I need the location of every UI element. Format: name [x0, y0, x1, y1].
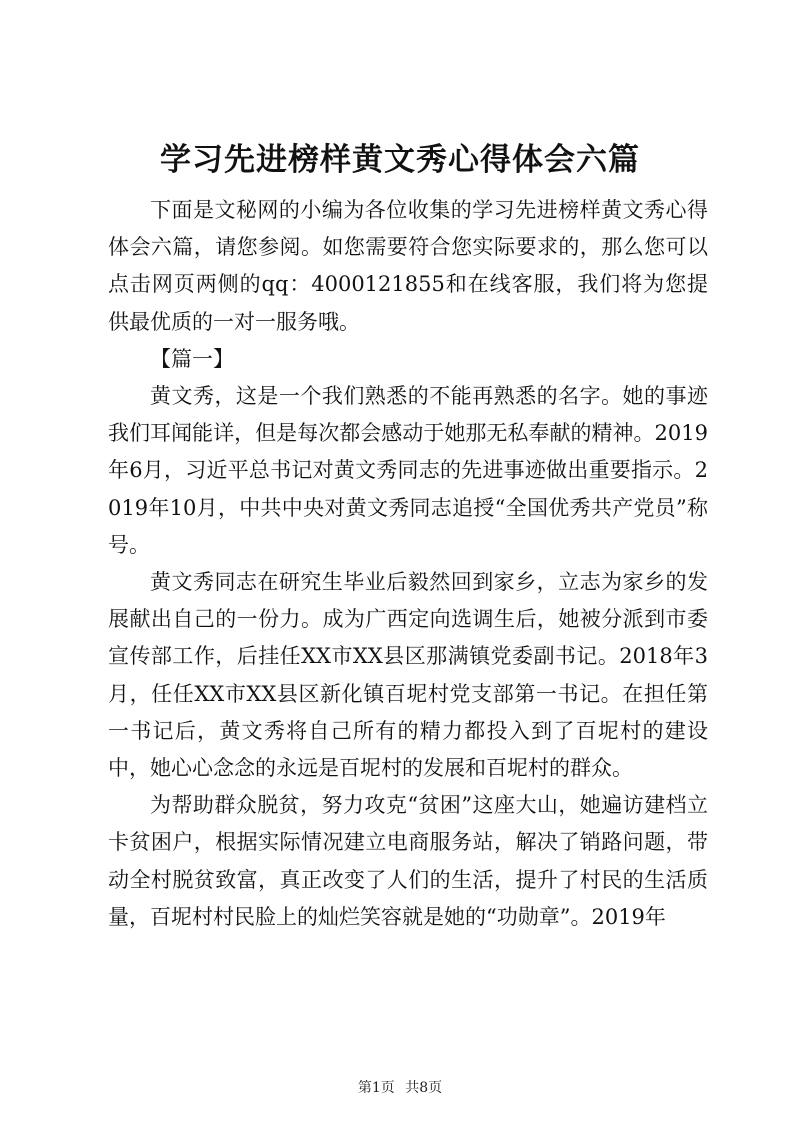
intro-paragraph: 下面是文秘网的小编为各位收集的学习先进榜样黄文秀心得体会六篇，请您参阅。如您需要符合您实际要求的，那么您可以点击网页两侧的qq：4000121855和在线客服，我们将为您提供最优质的一对一服务哦。	[108, 198, 708, 334]
page-footer	[0, 1078, 800, 1098]
body-paragraph-1: 黄文秀，这是一个我们熟悉的不能再熟悉的名字。她的事迹我们耳闻能详，但是每次都会感动于她那无私奉献的精神。2019年6月，习近平总书记对黄文秀同志的先进事迹做出重要指示。2019年10月，中共中央对黄文秀同志追授“全国优秀共产党员”称号。	[108, 384, 708, 557]
document-title: 学习先进榜样黄文秀心得体会六篇	[160, 142, 640, 178]
page-number: 第1页	[357, 1080, 395, 1096]
body-paragraph-2: 黄文秀同志在研究生毕业后毅然回到家乡，立志为家乡的发展献出自己的一份力。成为广西定向选调生后，她被分派到市委宣传部工作，后挂任XX市XX县区那满镇党委副书记。2018年3月，任任XX市XX县区新化镇百坭村党支部第一书记。在担任第一书记后，黄文秀将自己所有的精力都投入到了百坭村的建设中，她心心念念的永远是百坭村的发展和百坭村的群众。	[108, 570, 708, 781]
body-paragraph-3: 为帮助群众脱贫，努力攻克“贫困”这座大山，她遍访建档立卡贫困户，根据实际情况建立电商服务站，解决了销路问题，带动全村脱贫致富，真正改变了人们的生活，提升了村民的生活质量，百坭村村民脸上的灿烂笑容就是她的“功勋章”。2019年	[108, 793, 708, 929]
document-body	[108, 192, 708, 936]
section-heading: 【篇一】	[150, 346, 234, 371]
page-total: 共8页	[405, 1080, 443, 1096]
